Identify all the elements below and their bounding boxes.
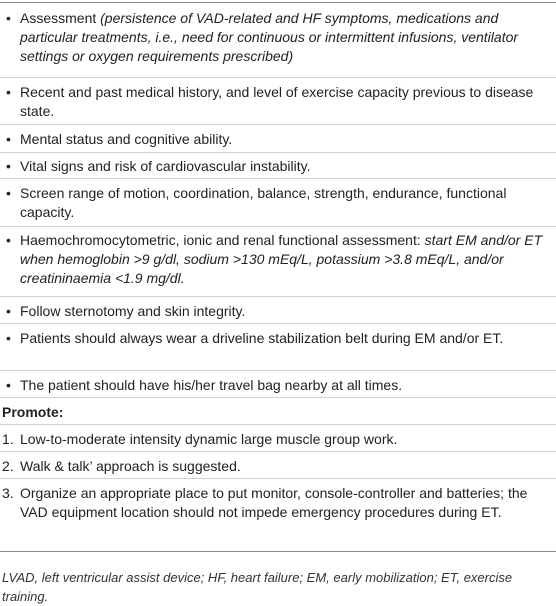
numbered-item-text: Organize an appropriate place to put monitor, console-controller and batteries; the VAD equipment location should not impede emergency procedures during ET.	[20, 485, 528, 520]
row-divider	[0, 323, 556, 324]
numbered-item-text: Low-to-moderate intensity dynamic large muscle group work.	[20, 431, 398, 447]
item-number: 2.	[2, 458, 14, 474]
row-divider	[0, 152, 556, 153]
row-divider	[0, 370, 556, 371]
bullet-icon: •	[6, 185, 11, 201]
list-item-text: Patients should always wear a driveline stabilization belt during EM and/or ET.	[20, 330, 504, 346]
numbered-item-text: Walk & talk’ approach is suggested.	[20, 458, 241, 474]
row-divider	[0, 124, 556, 125]
section-heading-promote: Promote:	[2, 404, 64, 420]
top-rule	[0, 2, 556, 3]
row-divider	[0, 478, 556, 479]
list-item-text: Haemochromocytometric, ionic and renal functional assessment: start EM and/or ET when hemoglobin >9 g/dl, sodium >130 mEq/L, potassium >3.8 mEq/L, and/or creatininaemia <1.9 mg/dl.	[20, 232, 543, 286]
list-item-text: Follow sternotomy and skin integrity.	[20, 303, 246, 319]
list-item-text: Screen range of motion, coordination, balance, strength, endurance, functional capacity.	[20, 185, 507, 220]
item-number: 1.	[2, 431, 14, 447]
bullet-icon: •	[6, 10, 11, 26]
bottom-rule	[0, 551, 556, 552]
table-footnote: LVAD, left ventricular assist device; HF, heart failure; EM, early mobilization; ET, exercise training.	[2, 570, 513, 604]
list-item-text: Recent and past medical history, and level of exercise capacity previous to disease state.	[20, 84, 534, 119]
row-divider	[0, 397, 556, 398]
row-divider	[0, 178, 556, 179]
list-item-text: Mental status and cognitive ability.	[20, 131, 233, 147]
bullet-icon: •	[6, 131, 11, 147]
bullet-icon: •	[6, 232, 11, 248]
bullet-icon: •	[6, 84, 11, 100]
row-divider	[0, 226, 556, 227]
row-divider	[0, 77, 556, 78]
bullet-icon: •	[6, 330, 11, 346]
row-divider	[0, 451, 556, 452]
bullet-icon: •	[6, 303, 11, 319]
list-item-text: Vital signs and risk of cardiovascular instability.	[20, 158, 311, 174]
bullet-icon: •	[6, 377, 11, 393]
bullet-icon: •	[6, 158, 11, 174]
item-number: 3.	[2, 485, 14, 501]
list-item-text: Assessment (persistence of VAD-related and HF symptoms, medications and particular treatments, i.e., need for continuous or intermittent infusions, ventilator settings or oxygen requirements prescribed)	[20, 10, 519, 64]
row-divider	[0, 296, 556, 297]
list-item-text: The patient should have his/her travel bag nearby at all times.	[20, 377, 403, 393]
row-divider	[0, 424, 556, 425]
